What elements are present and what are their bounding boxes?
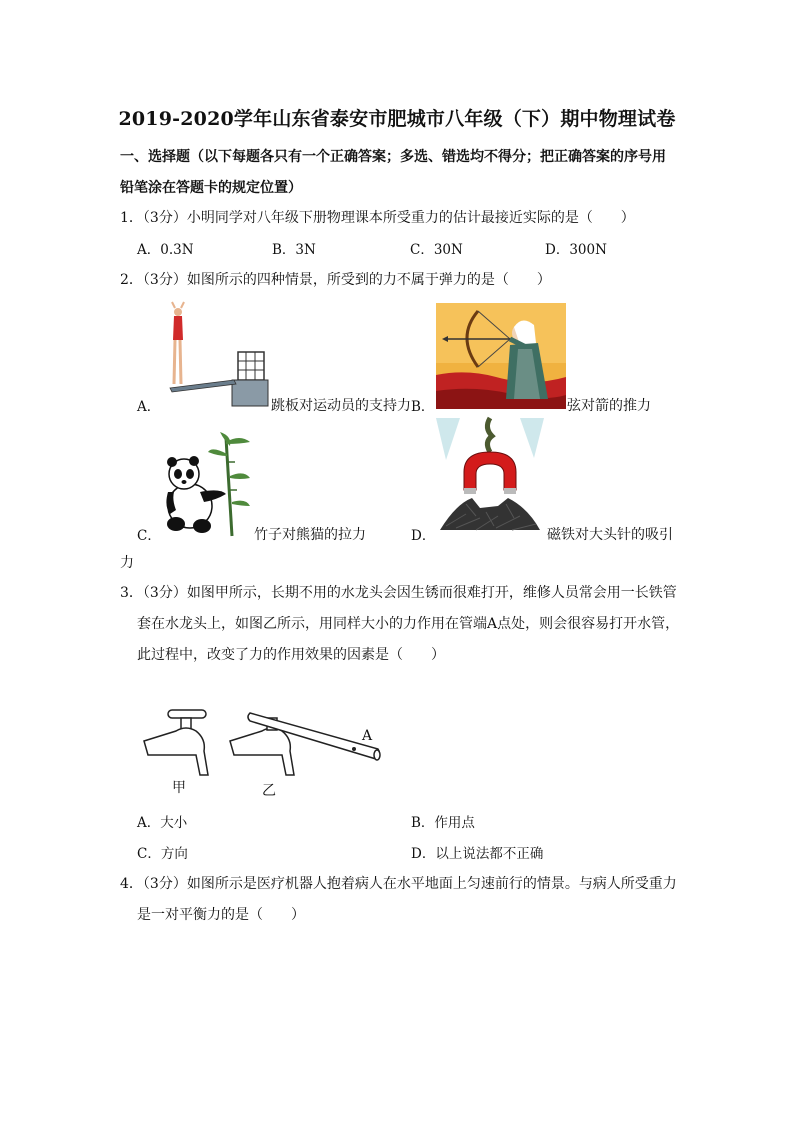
q2-option-b-letter[interactable]: B． (411, 399, 435, 415)
question-3-stem-line3: 此过程中，改变了力的作用效果的因素是（ ） (137, 647, 445, 663)
question-4-stem-line2: 是一对平衡力的是（ ） (137, 907, 305, 923)
q1-option-a[interactable]: A．0.3N (137, 242, 194, 258)
q2-option-c-letter[interactable]: C． (137, 528, 161, 544)
question-1-stem: 1．（3分）小明同学对八年级下册物理课本所受重力的估计最接近实际的是（ ） (120, 210, 635, 226)
exam-title: 2019-2020学年山东省泰安市肥城市八年级（下）期中物理试卷 (118, 108, 676, 130)
q2-option-c-caption: 竹子对熊猫的拉力 (254, 527, 366, 543)
label-jia: 甲 (172, 780, 186, 796)
q2-option-a-letter[interactable]: A． (137, 399, 161, 415)
q2-option-d-letter[interactable]: D． (411, 528, 436, 544)
section-heading: 一、选择题（以下每题各只有一个正确答案；多选、错选均不得分；把正确答案的序号用 (120, 149, 666, 165)
question-3-stem-line2: 套在水龙头上，如图乙所示，用同样大小的力作用在管端A点处，则会很容易打开水管， (137, 616, 680, 632)
q3-option-d[interactable]: D．以上说法都不正确 (411, 846, 544, 862)
section-heading-cont: 铅笔涂在答题卡的规定位置） (120, 180, 302, 196)
question-2-stem: 2．（3分）如图所示的四种情景，所受到的力不属于弹力的是（ ） (120, 272, 551, 288)
question-3-stem-line1: 3．（3分）如图甲所示，长期不用的水龙头会因生锈而很难打开，维修人员常会用一长铁管 (120, 585, 677, 601)
q2-option-d-caption: 磁铁对大头针的吸引 (547, 527, 673, 543)
point-a-label: A (362, 728, 373, 744)
q3-option-a[interactable]: A．大小 (137, 815, 188, 831)
panda-holding-bamboo-icon (160, 432, 252, 540)
q2-option-b-caption: 弦对箭的推力 (567, 398, 651, 414)
q3-option-c[interactable]: C．方向 (137, 846, 188, 862)
q2-option-a-caption: 跳板对运动员的支持力 (271, 398, 411, 414)
magnet-attracting-pins-icon (436, 418, 544, 540)
q1-option-d[interactable]: D．300N (545, 242, 607, 258)
archer-drawing-bow-icon (436, 303, 566, 409)
label-yi: 乙 (262, 783, 276, 799)
question-4-stem-line1: 4．（3分）如图所示是医疗机器人抱着病人在水平地面上匀速前行的情景。与病人所受重力 (120, 876, 677, 892)
q3-option-b[interactable]: B．作用点 (411, 815, 475, 831)
diver-on-springboard-icon (160, 302, 268, 410)
q2-option-d-caption-wrap: 力 (120, 555, 134, 571)
q1-option-b[interactable]: B．3N (272, 242, 316, 258)
q1-option-c[interactable]: C．30N (410, 242, 463, 258)
